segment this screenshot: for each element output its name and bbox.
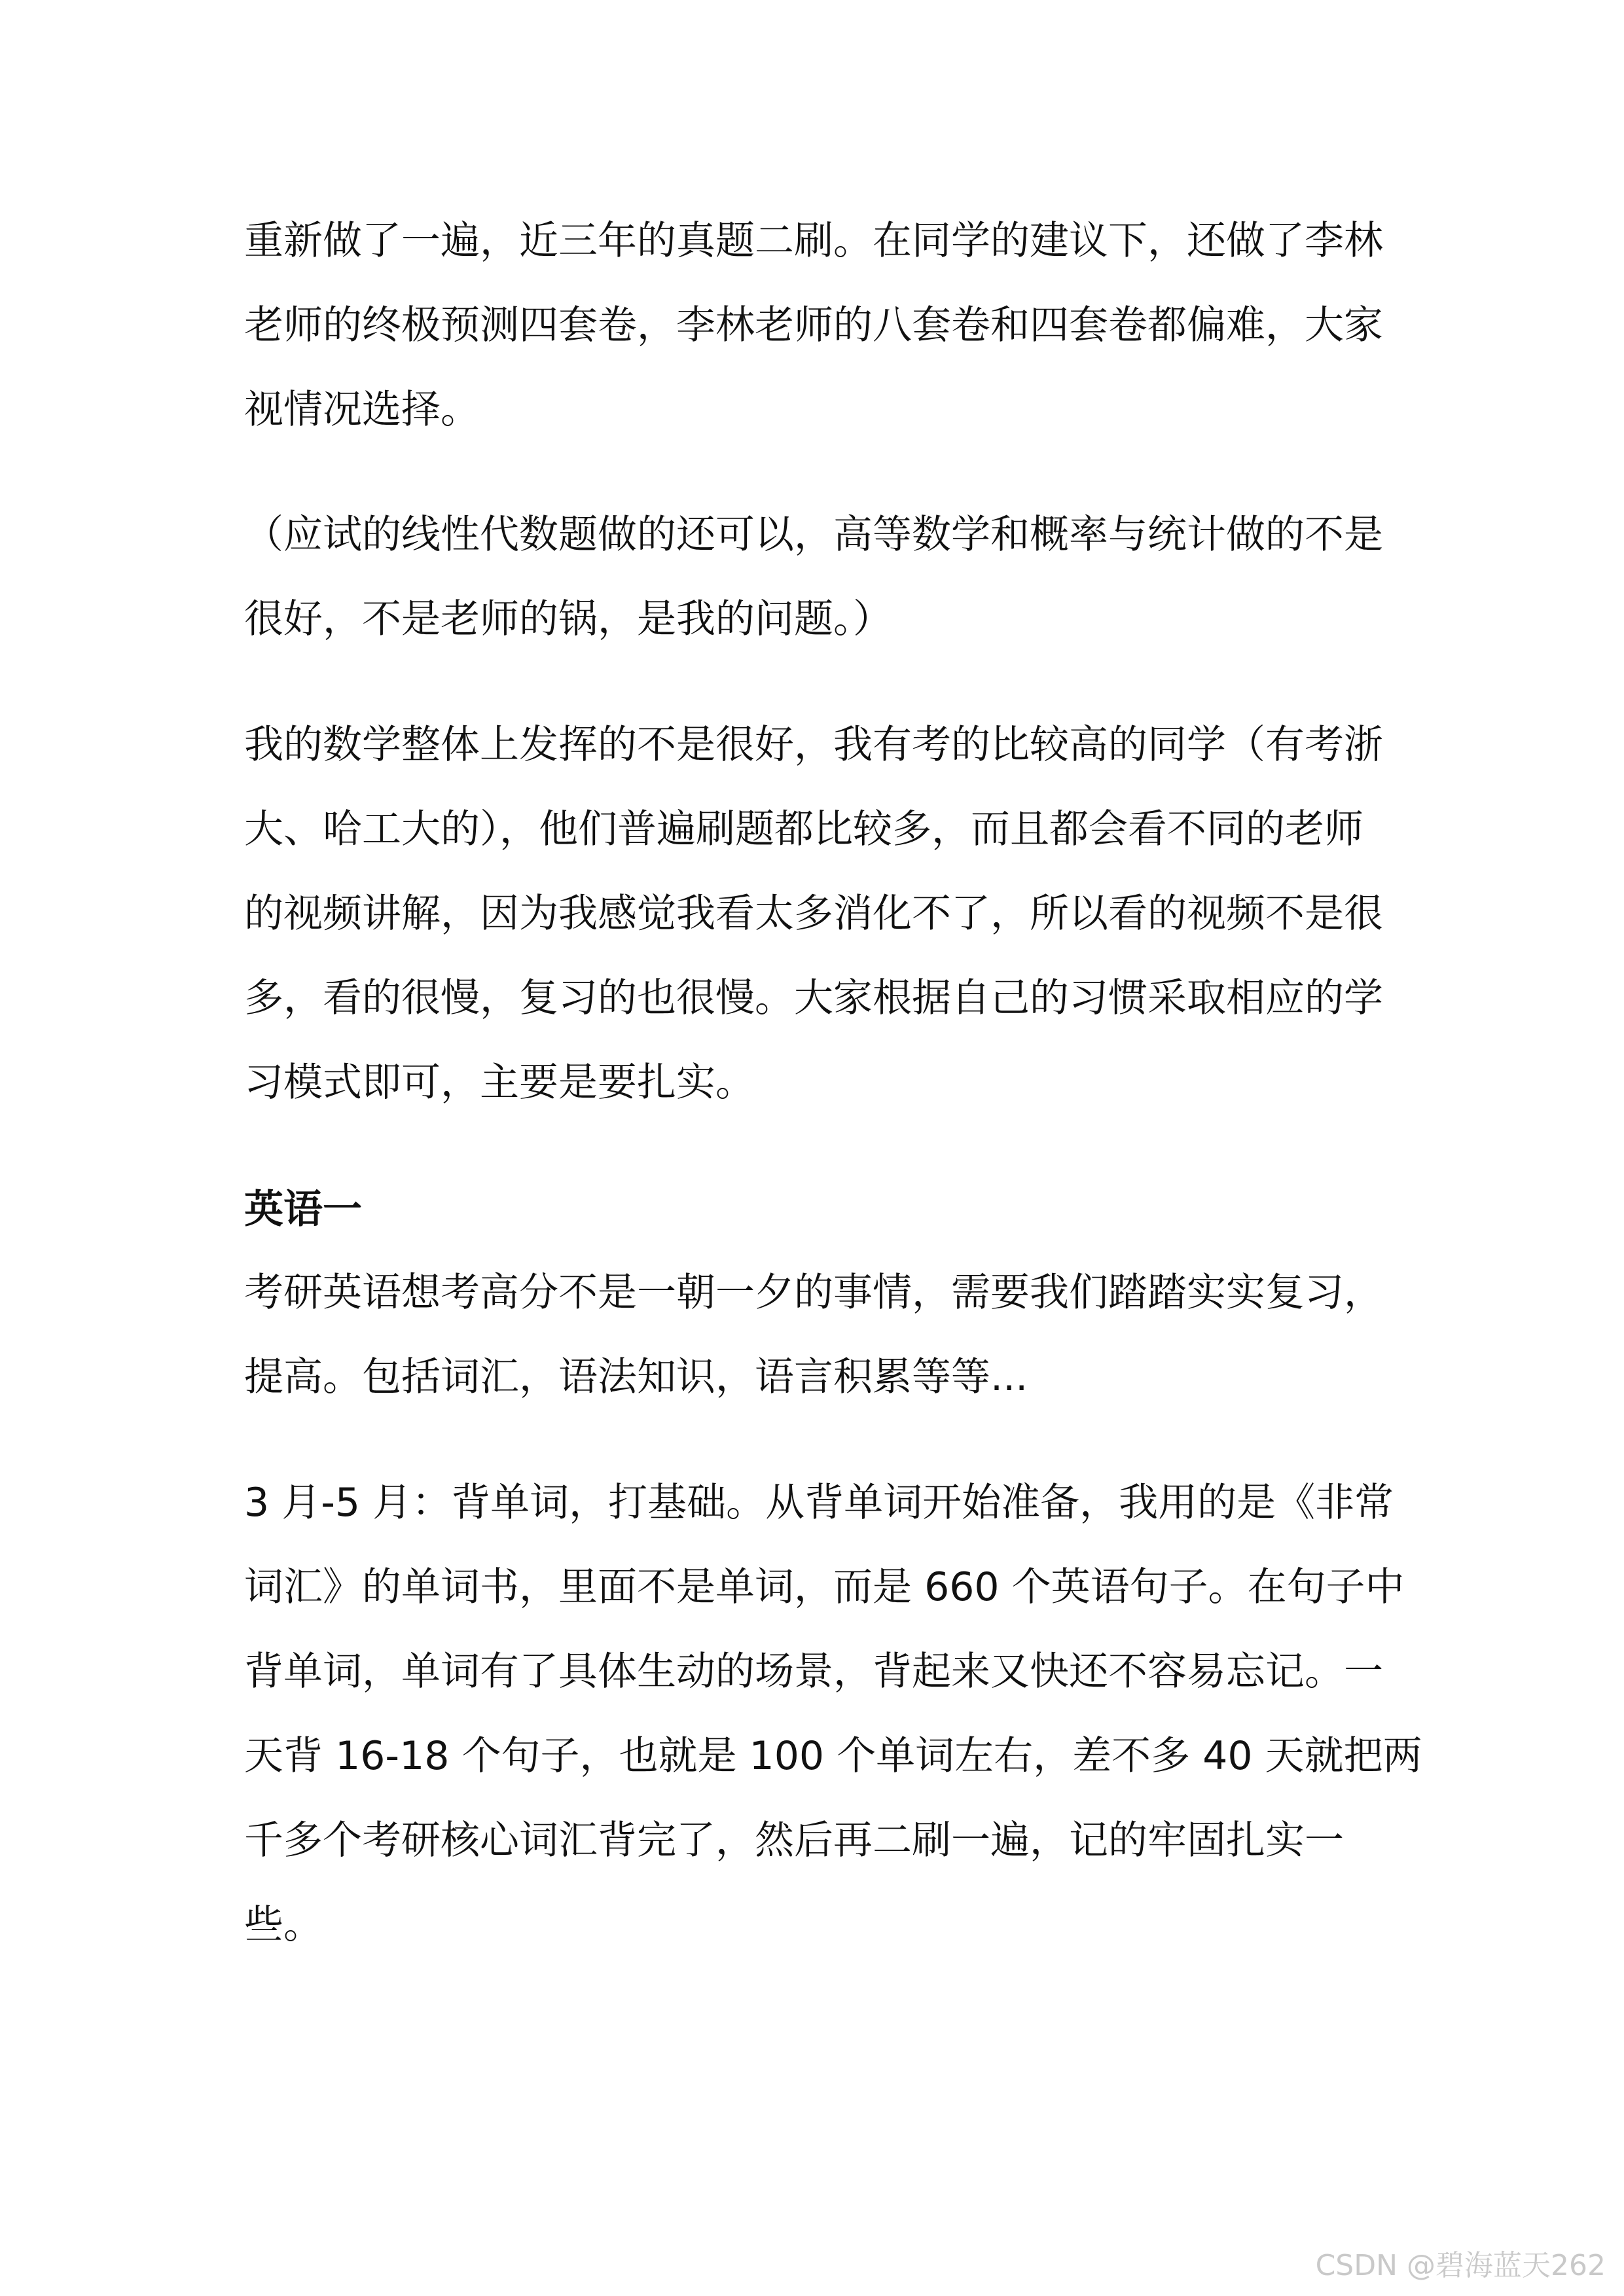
section-heading-english: 英语一 bbox=[244, 1187, 362, 1232]
paragraph-2-line-1: （应试的线性代数题做的还可以，高等数学和概率与统计做的不是 bbox=[244, 512, 1383, 558]
paragraph-3-line-2: 大、哈工大的），他们普遍刷题都比较多，而且都会看不同的老师 bbox=[244, 806, 1363, 852]
paragraph-3-line-4: 多，看的很慢，复习的也很慢。大家根据自己的习惯采取相应的学 bbox=[244, 975, 1383, 1021]
english-plan-line-2: 词汇》的单词书，里面不是单词，而是 660 个英语句子。在句子中 bbox=[244, 1564, 1405, 1610]
paragraph-1-line-2: 老师的终极预测四套卷，李林老师的八套卷和四套卷都偏难，大家 bbox=[244, 302, 1383, 348]
english-plan-line-1: 3 月-5 月：背单词，打基础。从背单词开始准备，我用的是《非常 bbox=[244, 1480, 1394, 1526]
english-plan-line-4: 天背 16-18 个句子，也就是 100 个单词左右，差不多 40 天就把两 bbox=[244, 1733, 1422, 1779]
paragraph-2-line-2: 很好，不是老师的锅，是我的问题。） bbox=[244, 596, 892, 642]
paragraph-3-line-3: 的视频讲解，因为我感觉我看太多消化不了，所以看的视频不是很 bbox=[244, 891, 1383, 937]
english-intro-line-1: 考研英语想考高分不是一朝一夕的事情，需要我们踏踏实实复习， bbox=[244, 1270, 1383, 1316]
english-plan-line-3: 背单词，单词有了具体生动的场景，背起来又快还不容易忘记。一 bbox=[244, 1649, 1383, 1695]
paragraph-1-line-3: 视情况选择。 bbox=[244, 387, 480, 433]
paragraph-1-line-1: 重新做了一遍，近三年的真题二刷。在同学的建议下，还做了李林 bbox=[244, 218, 1383, 264]
paragraph-3-line-5: 习模式即可，主要是要扎实。 bbox=[244, 1060, 755, 1105]
english-plan-line-5: 千多个考研核心词汇背完了，然后再二刷一遍，记的牢固扎实一 bbox=[244, 1818, 1344, 1863]
english-plan-line-6: 些。 bbox=[244, 1902, 323, 1948]
paragraph-3-line-1: 我的数学整体上发挥的不是很好，我有考的比较高的同学（有考浙 bbox=[244, 722, 1383, 768]
english-intro-line-2: 提高。包括词汇，语法知识，语言积累等等... bbox=[244, 1354, 1028, 1400]
watermark-text: CSDN @碧海蓝天262 bbox=[1315, 2249, 1606, 2282]
